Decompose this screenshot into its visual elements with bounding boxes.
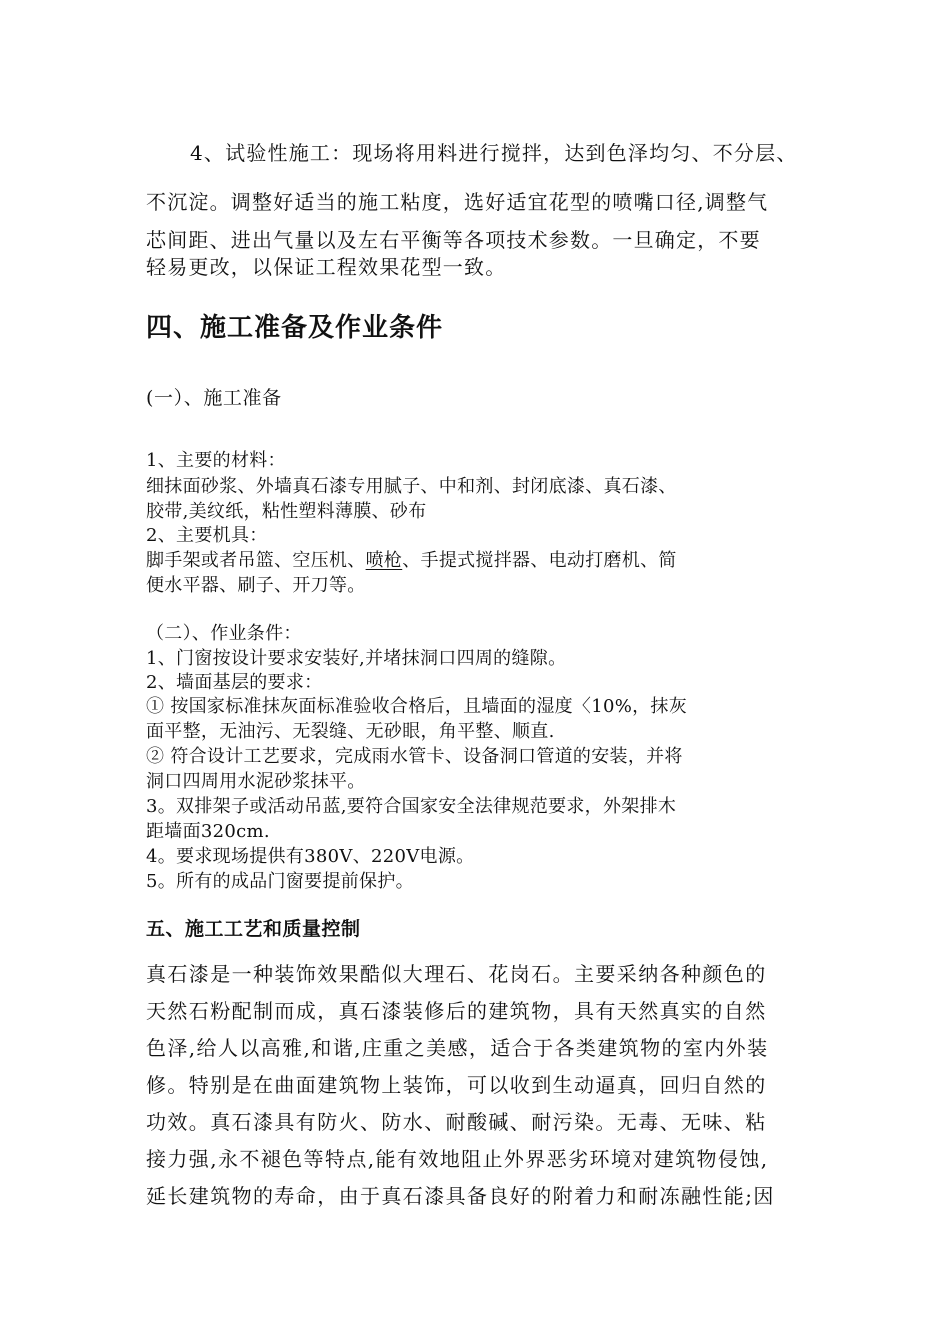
- machines-line-1-part-a: 脚手架或者吊篮、空压机、: [146, 550, 366, 571]
- section5-line-2: 天然石粉配制而成，真石漆装修后的建筑物，具有天然真实的自然: [146, 999, 767, 1023]
- section5-line-1: 真石漆是一种装饰效果酷似大理石、花岗石。主要采纳各种颜色的: [146, 962, 767, 986]
- materials-line-2: 胶带,美纹纸，粘性塑料薄膜、砂布: [146, 501, 427, 522]
- condition-line-5: ② 符合设计工艺要求，完成雨水管卡、设备洞口管道的安装，并将: [146, 746, 683, 767]
- section5-line-6: 接力强,永不褪色等特点,能有效地阻止外界恶劣环境对建筑物侵蚀,: [146, 1147, 769, 1171]
- section5-line-7: 延长建筑物的寿命，由于真石漆具备良好的附着力和耐冻融性能;因: [146, 1184, 775, 1208]
- para4-line-3: 芯间距、进出气量以及左右平衡等各项技术参数。一旦确定，不要: [146, 228, 761, 252]
- para4-line-4: 轻易更改，以保证工程效果花型一致。: [146, 255, 507, 279]
- section4-heading: 四、施工准备及作业条件: [146, 313, 444, 343]
- machines-title: 2、主要机具：: [146, 525, 268, 546]
- machines-line-1: [146, 546, 677, 572]
- condition-line-8: 距墙面320cm.: [146, 821, 270, 842]
- para4-line-1: 4、试验性施工：现场将用料进行搅拌，达到色泽均匀、不分层、: [190, 141, 798, 165]
- section5-line-4: 修。特别是在曲面建筑物上装饰，可以收到生动逼真，回归自然的: [146, 1073, 767, 1097]
- section5-line-5: 功效。真石漆具有防火、防水、耐酸碱、耐污染。无毒、无味、粘: [146, 1110, 767, 1134]
- condition-line-2: 2、墙面基层的要求：: [146, 672, 323, 693]
- section4-sub2: （二）、作业条件：: [146, 623, 302, 644]
- machines-line-1-part-b: 、手提式搅拌器、电动打磨机、简: [402, 550, 677, 571]
- section5-line-3: 色泽,给人以高雅,和谐,庄重之美感，适合于各类建筑物的室内外装: [146, 1036, 769, 1060]
- condition-line-10: 5。所有的成品门窗要提前保护。: [146, 871, 414, 892]
- condition-line-3: ① 按国家标准抹灰面标准验收合格后，且墙面的湿度〈10%，抹灰: [146, 696, 688, 717]
- materials-line-1: 细抹面砂浆、外墙真石漆专用腻子、中和剂、封闭底漆、真石漆、: [146, 476, 677, 497]
- condition-line-9: 4。要求现场提供有380V、220V电源。: [146, 846, 475, 867]
- spray-gun-link[interactable]: 喷枪: [365, 550, 403, 571]
- section5-heading: 五、施工工艺和质量控制: [146, 918, 361, 940]
- condition-line-7: 3。双排架子或活动吊蓝,要符合国家安全法律规范要求，外架排木: [146, 796, 677, 817]
- para4-line-2: 不沉淀。调整好适当的施工粘度，选好适宜花型的喷嘴口径,调整气: [146, 190, 769, 214]
- section4-sub1: (一）、施工准备: [146, 387, 282, 409]
- machines-line-2: 便水平器、刷子、开刀等。: [146, 575, 366, 596]
- materials-title: 1、主要的材料：: [146, 450, 286, 471]
- condition-line-4: 面平整，无油污、无裂缝、无砂眼，角平整、顺直.: [146, 721, 555, 742]
- condition-line-6: 洞口四周用水泥砂浆抹平。: [146, 771, 366, 792]
- condition-line-1: 1、门窗按设计要求安装好,并堵抹洞口四周的缝隙。: [146, 648, 567, 669]
